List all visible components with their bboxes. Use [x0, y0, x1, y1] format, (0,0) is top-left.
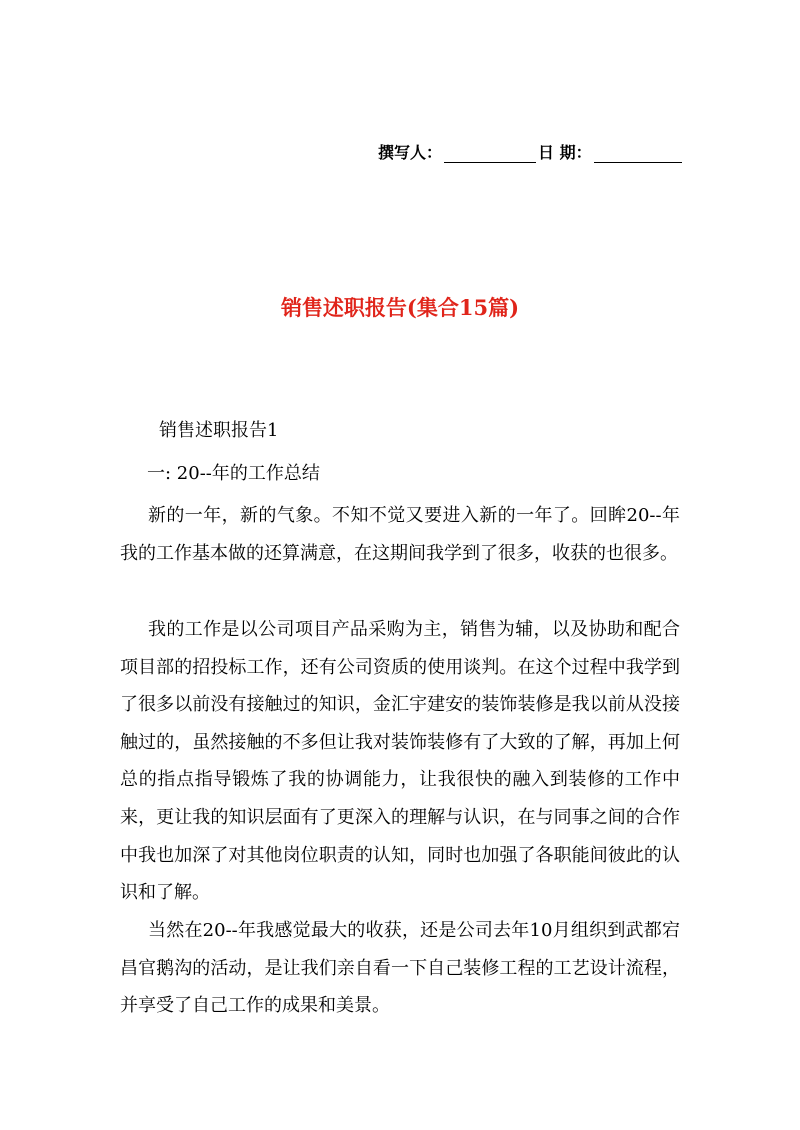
date-blank	[594, 144, 682, 163]
document-title: 销售述职报告(集合15篇)	[280, 295, 520, 320]
section-heading: 销售述职报告1	[159, 420, 279, 441]
author-blank	[444, 144, 536, 163]
date-label: 日 期：	[538, 143, 592, 162]
author-date-line	[378, 139, 684, 163]
section-subheading: 一: 20--年的工作总结	[147, 463, 320, 484]
paragraph-2: 我的工作是以公司项目产品采购为主，销售为辅，以及协助和配合项目部的招投标工作，还有公司资质的使用谈判。在这个过程中我学到了很多以前没有接触过的知识，金汇宇建安的装饰装修是我以前从没接触过的，虽然接触的不多但让我对装饰装修有了大致的了解，再加上何总的指点指导锻炼了我的协调能力，让我很快的融入到装修的工作中来，更让我的知识层面有了更深入的理解与认识，在与同事之间的合作中我也加深了对其他岗位职责的认知，同时也加强了各职能间彼此的认识和了解。	[120, 619, 680, 904]
author-label: 撰写人：	[378, 143, 443, 162]
paragraph-1: 新的一年，新的气象。不知不觉又要进入新的一年了。回眸20--年我的工作基本做的还算满意，在这期间我学到了很多，收获的也很多。	[120, 505, 680, 564]
paragraph-3: 当然在20--年我感觉最大的收获，还是公司去年10月组织到武都宕昌官鹅沟的活动，是让我们亲自看一下自己装修工程的工艺设计流程，并享受了自己工作的成果和美景。	[120, 920, 680, 1017]
